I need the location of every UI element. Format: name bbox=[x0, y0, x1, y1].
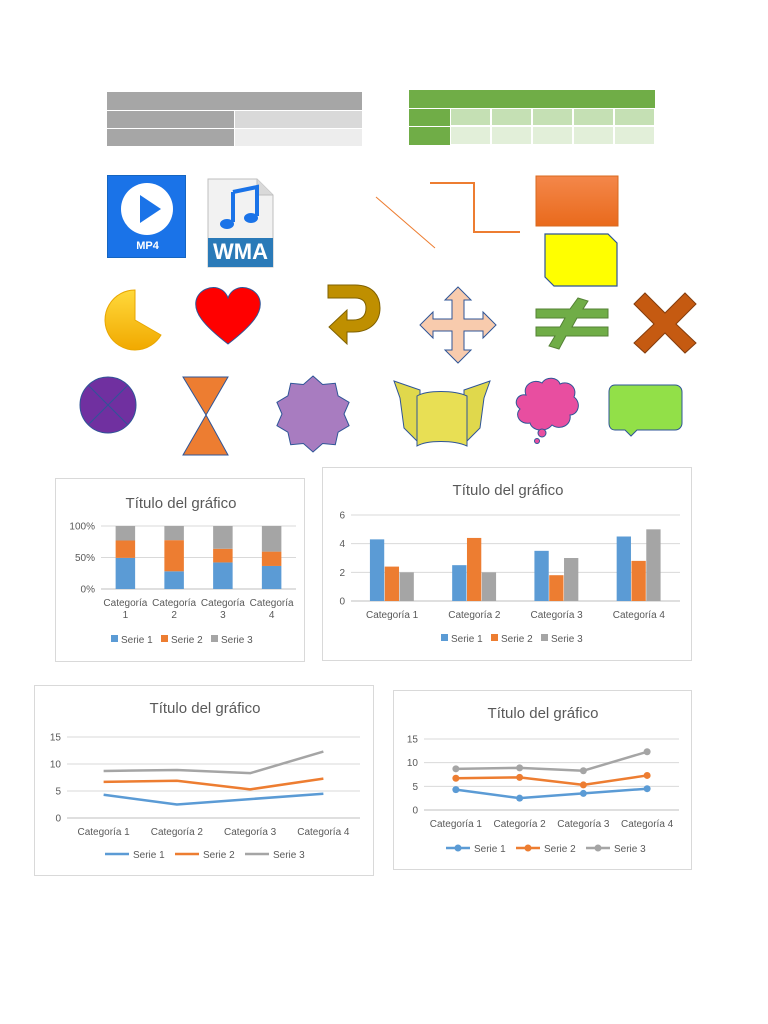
chart-clustered-bar bbox=[322, 467, 692, 661]
y-tick-label: 6 bbox=[339, 510, 345, 522]
series-line-3 bbox=[456, 752, 647, 771]
legend-label: Serie 2 bbox=[203, 850, 235, 861]
legend-label: Serie 1 bbox=[474, 844, 506, 855]
chart-svg bbox=[323, 468, 693, 662]
series-point-3 bbox=[644, 748, 651, 755]
y-tick-label: 5 bbox=[412, 781, 418, 793]
circle-x-shape bbox=[76, 375, 140, 435]
heart-shape bbox=[192, 284, 264, 348]
y-tick-label: 15 bbox=[49, 732, 61, 744]
chart-svg bbox=[56, 479, 306, 663]
series-line-2 bbox=[104, 779, 324, 790]
x-tick-label: Categoría bbox=[152, 598, 197, 609]
x-tick-label: 4 bbox=[268, 610, 275, 621]
legend-swatch-marker bbox=[595, 845, 602, 852]
bar-1 bbox=[617, 537, 631, 602]
gray-table-cell bbox=[107, 128, 235, 146]
orange-rectangle-shape bbox=[534, 174, 620, 228]
bar-2 bbox=[164, 540, 184, 571]
legend-label: Serie 2 bbox=[171, 635, 203, 646]
legend-label: Serie 3 bbox=[221, 635, 253, 646]
elbow-connector-shape bbox=[428, 180, 523, 238]
series-point-3 bbox=[516, 764, 523, 771]
series-point-3 bbox=[452, 765, 459, 772]
series-line-1 bbox=[104, 794, 324, 805]
legend-swatch bbox=[161, 635, 168, 642]
legend-swatch bbox=[111, 635, 118, 642]
gray-table-cell bbox=[107, 110, 235, 128]
legend-swatch bbox=[441, 634, 448, 641]
legend-label: Serie 1 bbox=[121, 635, 153, 646]
x-tick-label: Categoría 4 bbox=[297, 827, 350, 838]
chart-title: Título del gráfico bbox=[452, 482, 564, 499]
x-tick-label: Categoría 1 bbox=[429, 819, 483, 830]
legend-label: Serie 1 bbox=[451, 634, 483, 645]
scroll-banner-shape bbox=[392, 378, 492, 450]
legend-label: Serie 3 bbox=[273, 850, 305, 861]
bar-1 bbox=[534, 551, 548, 601]
y-tick-label: 50% bbox=[74, 553, 95, 564]
green-table-cell bbox=[450, 108, 491, 126]
yellow-snip-rectangle-shape bbox=[543, 232, 620, 289]
speech-bubble-shape bbox=[607, 383, 685, 439]
chart-title: Título del gráfico bbox=[149, 700, 261, 717]
legend-label: Serie 3 bbox=[551, 634, 583, 645]
x-tick-label: Categoría 3 bbox=[557, 819, 610, 830]
x-tick-label: 2 bbox=[171, 610, 177, 621]
bar-1 bbox=[262, 566, 282, 589]
multiply-x-shape bbox=[631, 290, 699, 356]
green-table-cell bbox=[532, 126, 573, 145]
bar-2 bbox=[385, 567, 399, 601]
series-point-1 bbox=[516, 795, 523, 802]
chart-svg bbox=[35, 686, 375, 877]
bar-2 bbox=[631, 561, 645, 601]
y-tick-label: 5 bbox=[55, 786, 61, 798]
hourglass-shape bbox=[180, 375, 232, 457]
series-point-2 bbox=[644, 772, 651, 779]
bar-2 bbox=[213, 549, 233, 563]
green-table-cell bbox=[573, 126, 614, 145]
four-way-arrow-shape bbox=[417, 285, 499, 365]
y-tick-label: 10 bbox=[49, 759, 61, 771]
x-tick-label: Categoría bbox=[103, 598, 148, 609]
legend-swatch-marker bbox=[525, 845, 532, 852]
bar-1 bbox=[370, 539, 384, 601]
x-tick-label: Categoría 1 bbox=[77, 827, 130, 838]
y-tick-label: 0 bbox=[412, 805, 418, 817]
chart-svg bbox=[394, 691, 693, 871]
u-turn-arrow-shape bbox=[325, 282, 385, 348]
chart-stacked-line-markers bbox=[393, 690, 692, 870]
bar-3 bbox=[482, 572, 496, 601]
mp4-label: MP4 bbox=[136, 240, 159, 252]
y-tick-label: 100% bbox=[69, 521, 95, 533]
green-table-cell bbox=[450, 126, 491, 145]
gray-table-header bbox=[107, 92, 362, 110]
bar-3 bbox=[116, 526, 136, 540]
x-tick-label: Categoría 2 bbox=[493, 819, 546, 830]
series-point-1 bbox=[452, 786, 459, 793]
bar-3 bbox=[646, 529, 660, 601]
y-tick-label: 4 bbox=[339, 539, 345, 551]
series-point-1 bbox=[580, 790, 587, 797]
bar-3 bbox=[400, 572, 414, 601]
series-point-1 bbox=[644, 785, 651, 792]
x-tick-label: Categoría 4 bbox=[620, 819, 674, 830]
series-line-3 bbox=[104, 752, 324, 774]
bar-1 bbox=[116, 558, 136, 589]
bar-2 bbox=[116, 540, 136, 557]
thought-cloud-shape bbox=[512, 375, 582, 447]
x-tick-label: Categoría 2 bbox=[448, 610, 501, 621]
x-tick-label: 1 bbox=[122, 610, 129, 621]
chart-title: Título del gráfico bbox=[487, 705, 599, 722]
bar-3 bbox=[564, 558, 578, 601]
green-table-cell bbox=[614, 108, 655, 126]
series-point-2 bbox=[452, 775, 459, 782]
bar-1 bbox=[452, 565, 466, 601]
gray-table-cell bbox=[235, 110, 362, 128]
chart-stacked-line bbox=[34, 685, 374, 876]
mp4-file-icon bbox=[107, 175, 186, 258]
series-line-1 bbox=[456, 789, 647, 798]
bar-3 bbox=[164, 526, 184, 540]
green-table bbox=[409, 90, 655, 145]
series-line-2 bbox=[456, 775, 647, 784]
legend-label: Serie 3 bbox=[614, 844, 646, 855]
legend-label: Serie 2 bbox=[544, 844, 576, 855]
y-tick-label: 2 bbox=[339, 567, 345, 579]
not-equal-shape bbox=[533, 295, 613, 353]
seal-star-shape bbox=[273, 373, 353, 455]
green-table-cell bbox=[614, 126, 655, 145]
gray-table bbox=[107, 92, 362, 146]
bar-2 bbox=[549, 575, 563, 601]
y-tick-label: 0% bbox=[80, 584, 95, 596]
green-table-cell bbox=[573, 108, 614, 126]
green-table-cell bbox=[409, 126, 450, 145]
y-tick-label: 15 bbox=[406, 734, 418, 746]
bar-2 bbox=[467, 538, 481, 601]
x-tick-label: Categoría 3 bbox=[223, 827, 277, 838]
x-tick-label: Categoría bbox=[200, 598, 245, 609]
chart-title: Título del gráfico bbox=[125, 495, 237, 512]
x-tick-label: Categoría 1 bbox=[365, 610, 419, 621]
green-table-cell bbox=[409, 108, 450, 126]
legend-swatch-marker bbox=[455, 845, 462, 852]
green-table-cell bbox=[491, 126, 532, 145]
legend-swatch bbox=[211, 635, 218, 642]
green-table-cell bbox=[532, 108, 573, 126]
series-point-3 bbox=[580, 767, 587, 774]
gray-table-cell bbox=[235, 128, 362, 146]
green-table-cell bbox=[491, 108, 532, 126]
legend-label: Serie 2 bbox=[501, 634, 533, 645]
bar-2 bbox=[262, 552, 282, 566]
x-tick-label: Categoría 4 bbox=[612, 610, 666, 621]
y-tick-label: 0 bbox=[55, 813, 61, 825]
legend-swatch bbox=[491, 634, 498, 641]
series-point-2 bbox=[580, 781, 587, 788]
y-tick-label: 10 bbox=[406, 758, 418, 770]
green-table-header bbox=[409, 90, 655, 108]
wma-label: WMA bbox=[213, 239, 268, 264]
bar-1 bbox=[164, 571, 184, 589]
wma-file-icon bbox=[207, 178, 274, 268]
bar-3 bbox=[213, 526, 233, 549]
y-tick-label: 0 bbox=[339, 596, 345, 608]
x-tick-label: 3 bbox=[220, 610, 226, 621]
x-tick-label: Categoría 2 bbox=[150, 827, 204, 838]
series-point-2 bbox=[516, 774, 523, 781]
chart-stacked-percent-bar bbox=[55, 478, 305, 662]
x-tick-label: Categoría bbox=[249, 598, 294, 609]
bar-3 bbox=[262, 526, 282, 552]
legend-label: Serie 1 bbox=[133, 850, 165, 861]
pie-shape bbox=[102, 285, 164, 355]
bar-1 bbox=[213, 562, 233, 589]
x-tick-label: Categoría 3 bbox=[530, 610, 583, 621]
legend-swatch bbox=[541, 634, 548, 641]
